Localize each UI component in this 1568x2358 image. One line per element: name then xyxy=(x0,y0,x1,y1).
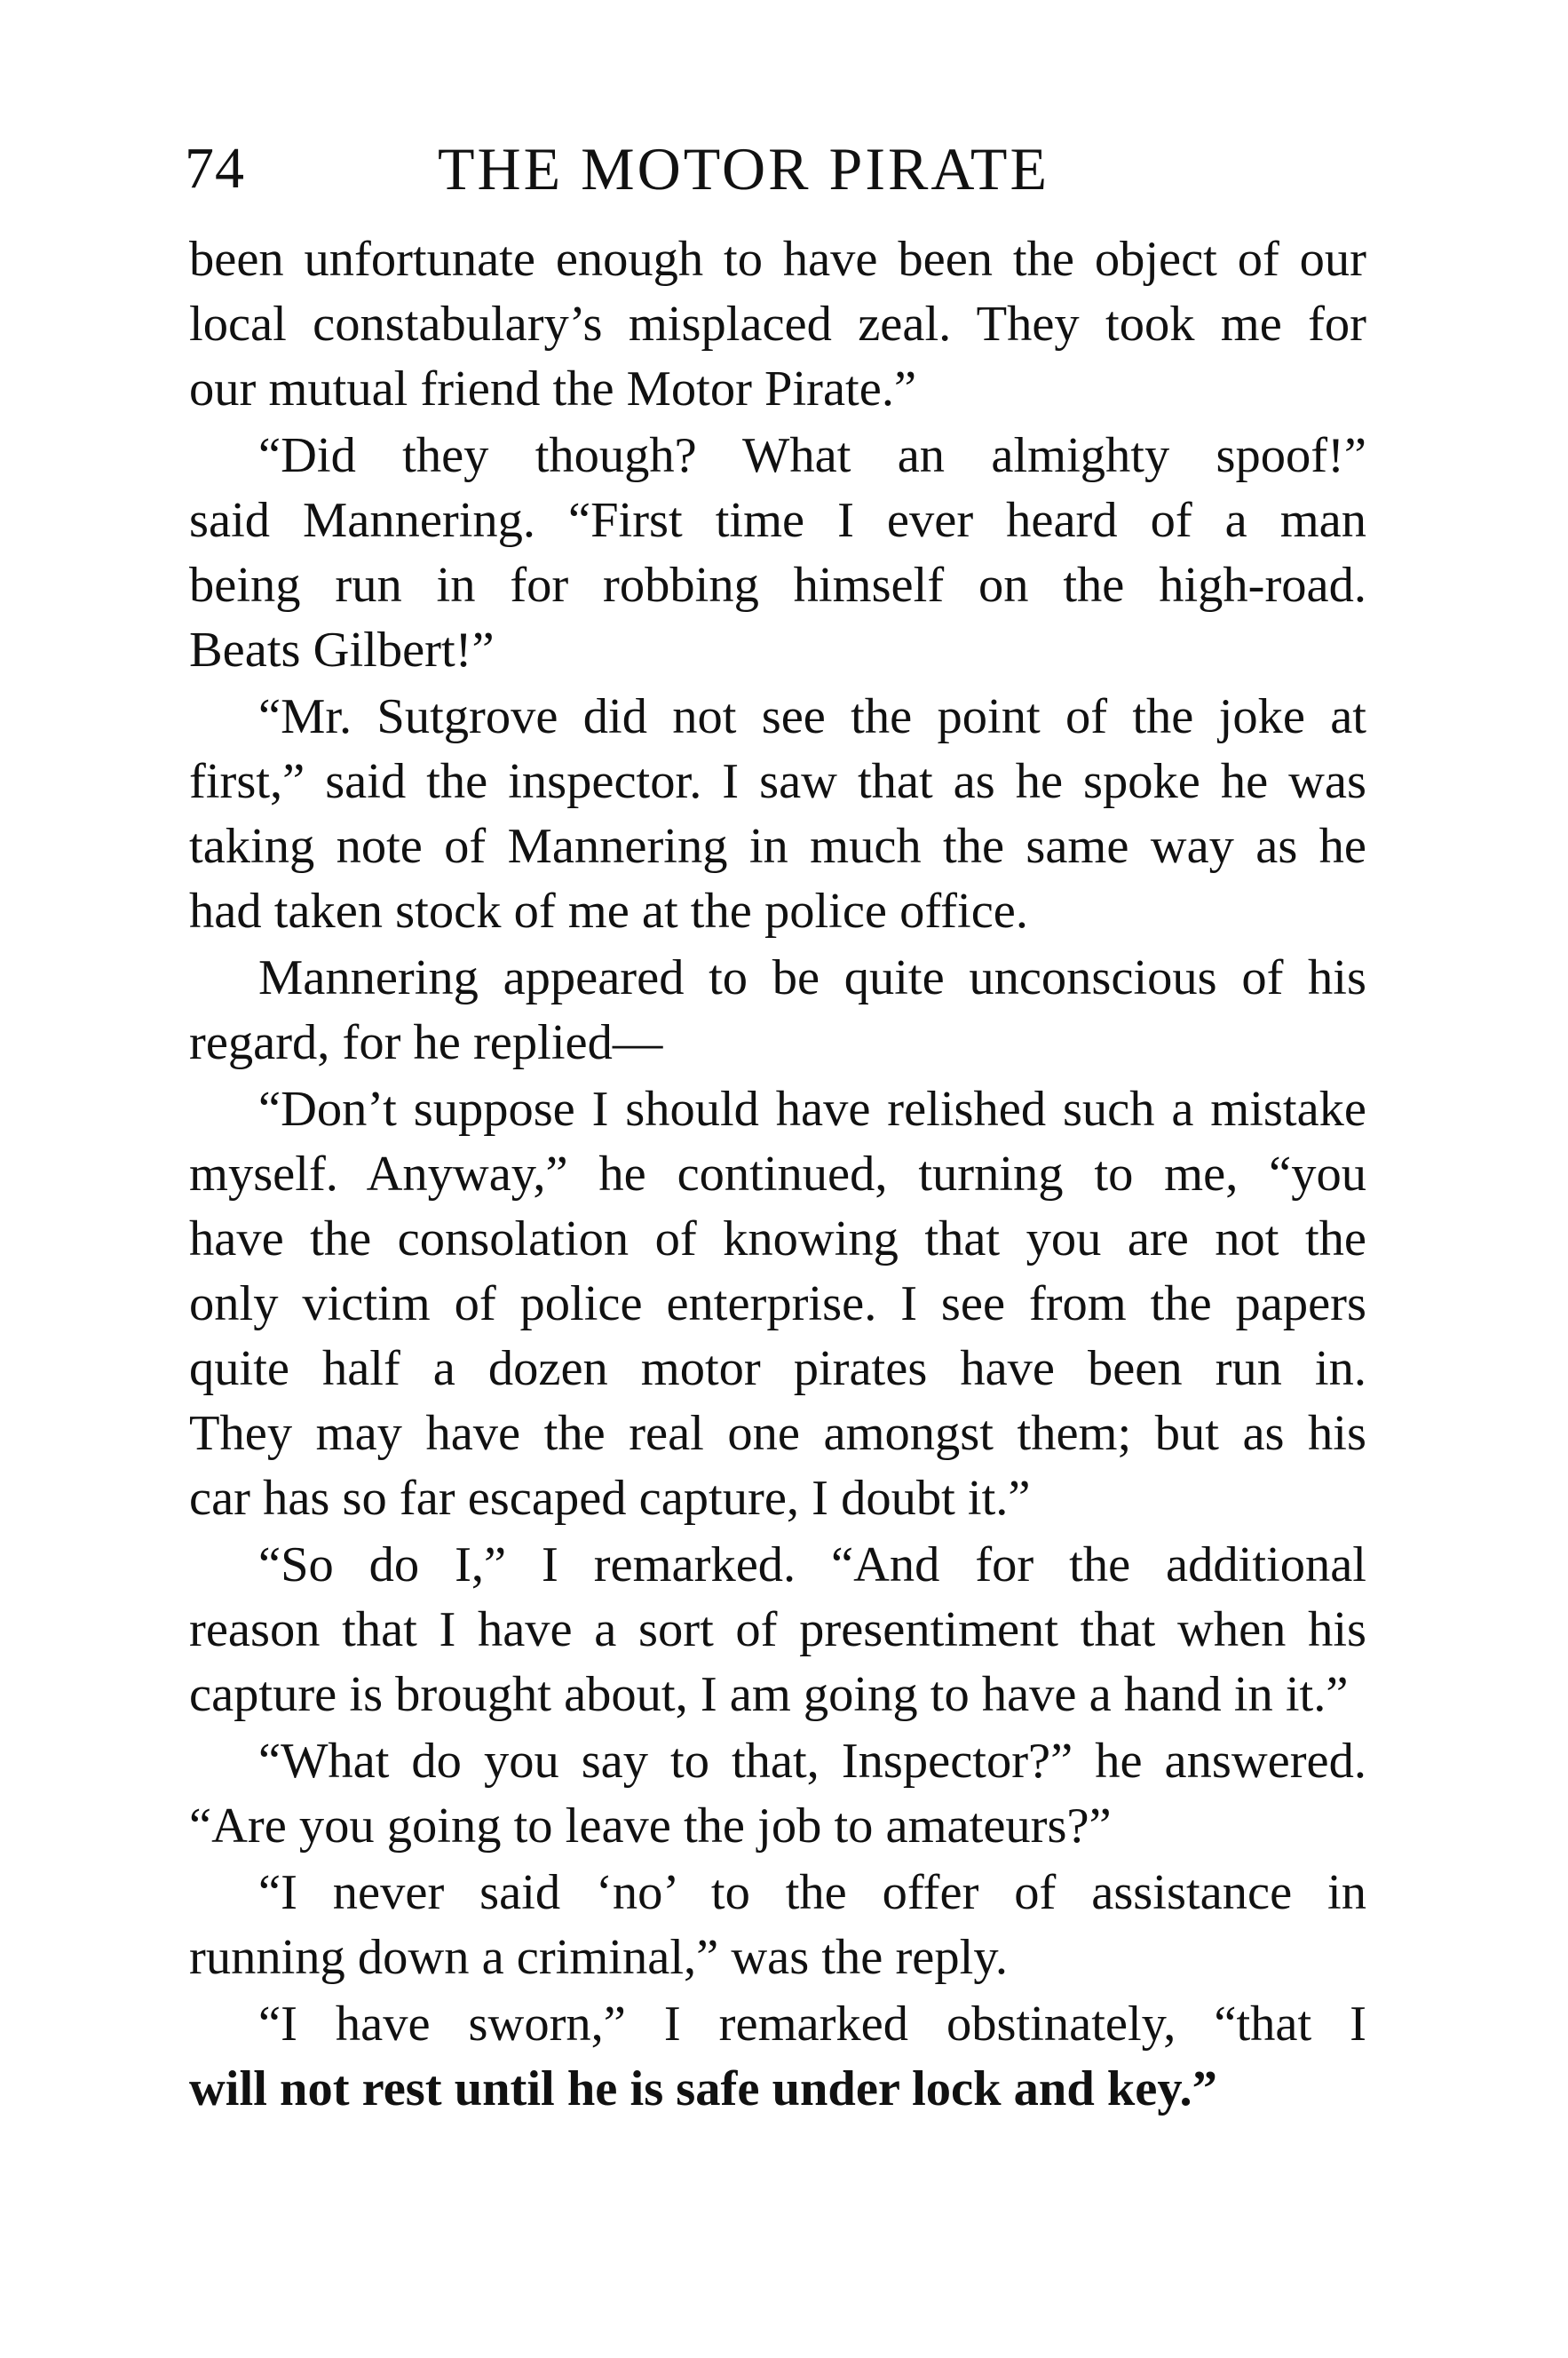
body-text xyxy=(189,227,1366,2122)
paragraph xyxy=(189,227,1366,422)
text-line: only victim of police enterprise. I see from the papers xyxy=(189,1276,1366,1331)
text-line: local constabulary’s misplaced zeal. They took me for xyxy=(189,297,1366,352)
text-line: “Did they though? What an almighty spoof!” xyxy=(258,428,1366,483)
paragraph xyxy=(189,946,1366,1076)
text-line: running down a criminal,” was the reply. xyxy=(189,1930,1009,1985)
text-line: Beats Gilbert!” xyxy=(189,623,495,678)
text-line: being run in for robbing himself on the high-road. xyxy=(189,558,1366,613)
text-line: have the consolation of knowing that you are not the xyxy=(189,1211,1366,1266)
paragraph xyxy=(189,424,1366,683)
paragraph xyxy=(189,1861,1366,1990)
text-line: car has so far escaped capture, I doubt it.” xyxy=(189,1471,1031,1526)
text-line: “I have sworn,” I remarked obstinately, “that I xyxy=(258,1997,1366,2052)
page-header xyxy=(185,124,1374,213)
paragraph xyxy=(189,1729,1366,1859)
text-line: reason that I have a sort of presentiment that when his xyxy=(189,1602,1366,1657)
text-line: “So do I,” I remarked. “And for the additional xyxy=(258,1537,1366,1592)
text-line: first,” said the inspector. I saw that as he spoke he was xyxy=(189,754,1366,809)
text-line: “What do you say to that, Inspector?” he answered. xyxy=(258,1734,1366,1789)
text-line: had taken stock of me at the police office. xyxy=(189,884,1028,939)
page-number: 74 xyxy=(185,136,245,201)
paragraph xyxy=(189,1992,1366,2122)
text-line: been unfortunate enough to have been the object of our xyxy=(189,232,1366,287)
text-line: “Are you going to leave the job to amateurs?” xyxy=(189,1798,1112,1854)
text-line: quite half a dozen motor pirates have been run in. xyxy=(189,1341,1366,1396)
text-line: said Mannering. “First time I ever heard of a man xyxy=(189,493,1366,548)
paragraph xyxy=(189,685,1366,944)
text-line: capture is brought about, I am going to have a hand in it.” xyxy=(189,1667,1349,1722)
paragraph xyxy=(189,1533,1366,1727)
text-line: They may have the real one amongst them; but as his xyxy=(189,1406,1366,1461)
paragraph xyxy=(189,1077,1366,1531)
text-line: will not rest until he is safe under lock and key.” xyxy=(189,2061,1217,2116)
text-line: myself. Anyway,” he continued, turning to me, “you xyxy=(189,1147,1366,1202)
text-line: “Mr. Sutgrove did not see the point of the joke at xyxy=(258,689,1366,744)
text-line: “I never said ‘no’ to the offer of assistance in xyxy=(258,1865,1366,1920)
text-line: Mannering appeared to be quite unconscious of his xyxy=(258,950,1366,1005)
text-line: taking note of Mannering in much the same way as he xyxy=(189,819,1366,874)
text-line: our mutual friend the Motor Pirate.” xyxy=(189,361,917,417)
running-title: THE MOTOR PIRATE xyxy=(438,135,1049,202)
text-line: “Don’t suppose I should have relished such a mistake xyxy=(258,1082,1366,1137)
text-line: regard, for he replied— xyxy=(189,1015,663,1070)
